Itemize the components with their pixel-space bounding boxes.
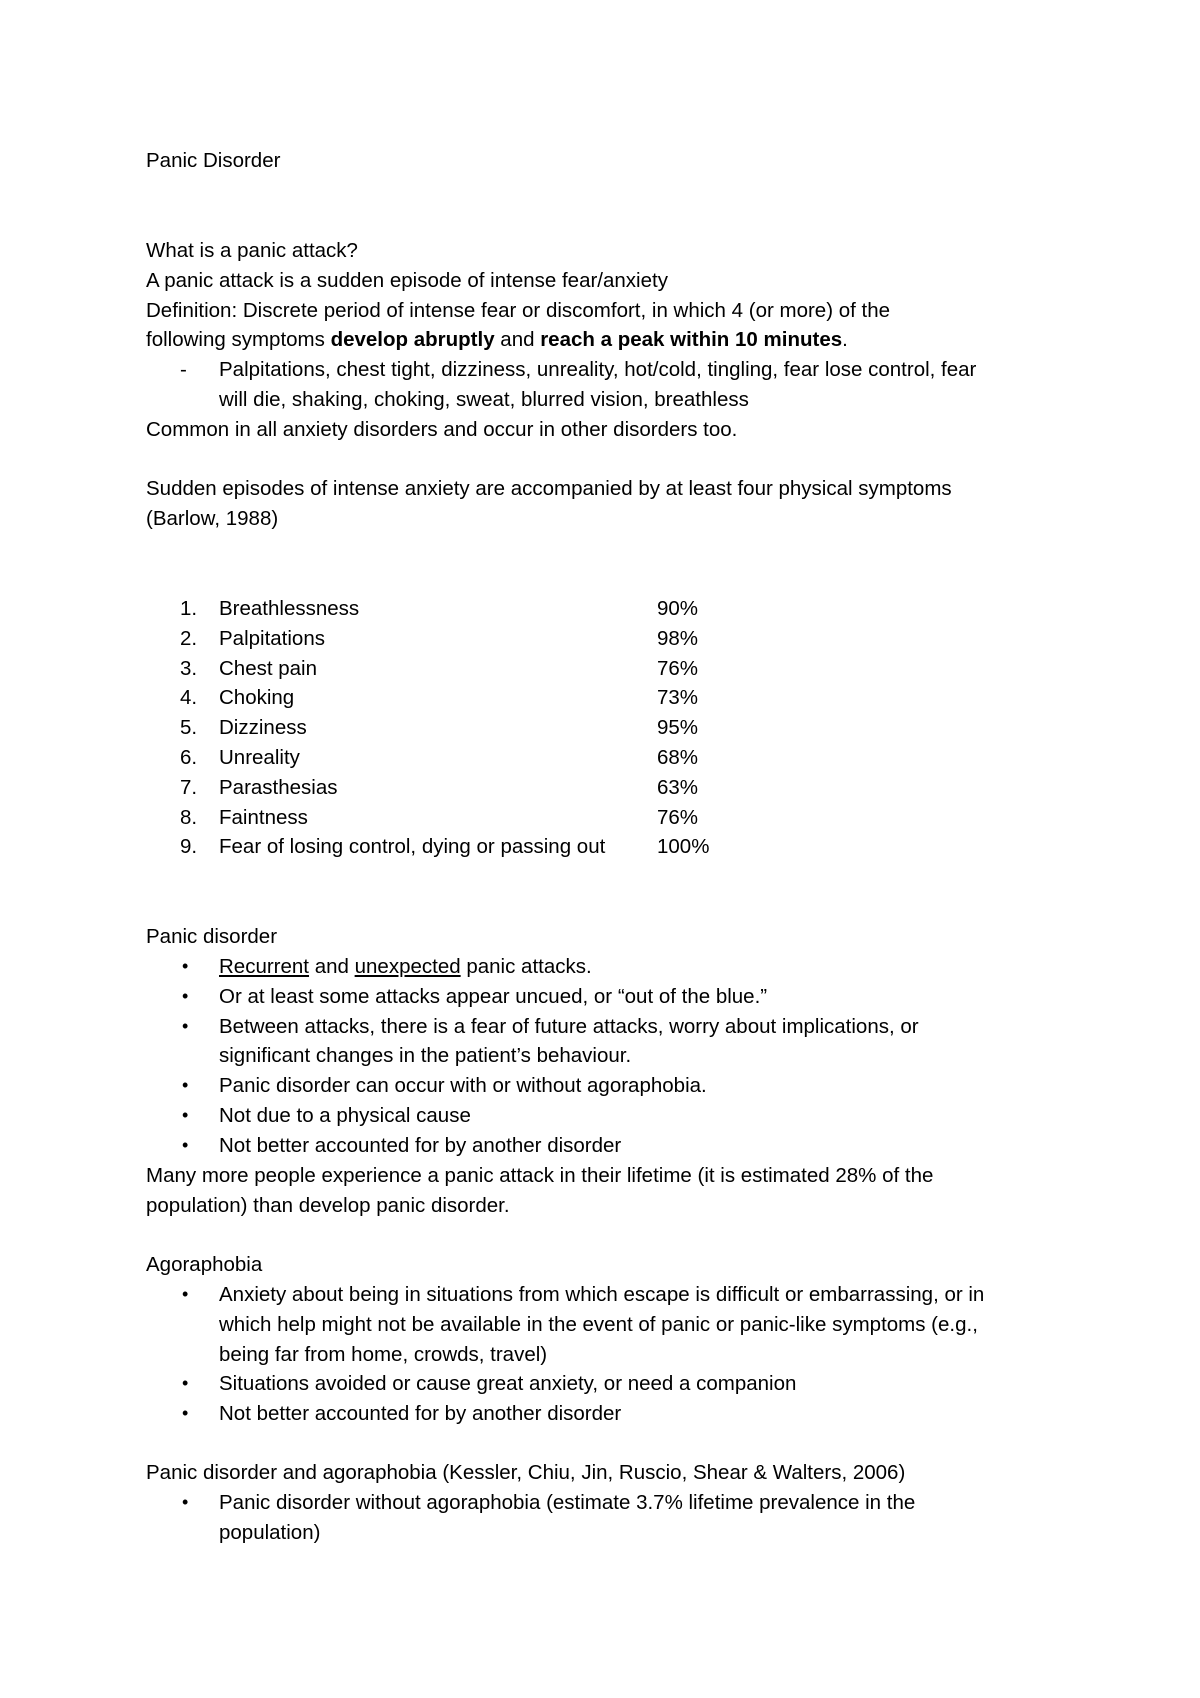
list-item: • Recurrent and unexpected panic attacks. xyxy=(146,952,1106,982)
document-title: Panic Disorder xyxy=(146,149,281,172)
list-item: • Not better accounted for by another disorder xyxy=(146,1131,1106,1161)
list-item: • Or at least some attacks appear uncued, or “out of the blue.” xyxy=(146,982,1106,1012)
dash-line-1: Palpitations, chest tight, dizziness, unreality, hot/cold, tingling, fear lose control, fear xyxy=(219,358,977,382)
dash-list-item xyxy=(146,355,1066,415)
bullet-icon: • xyxy=(182,1134,189,1155)
bullet-icon: • xyxy=(182,1284,189,1304)
intro-section xyxy=(146,236,1066,445)
bullet-icon: • xyxy=(182,1015,189,1036)
list-item: • Not due to a physical cause xyxy=(146,1101,1106,1131)
list-item: • Between attacks, there is a fear of future attacks, worry about implications, or significant changes in the patient’s behaviour. xyxy=(146,1012,1106,1072)
intro-answer: A panic attack is a sudden episode of intense fear/anxiety xyxy=(146,268,668,292)
definition-line-2: following symptoms develop abruptly and reach a peak within 10 minutes. xyxy=(146,328,848,352)
bullet-icon: • xyxy=(182,1104,189,1125)
bullet-icon: • xyxy=(182,1373,189,1394)
intro-question: What is a panic attack? xyxy=(146,239,358,262)
bullet-icon: • xyxy=(182,1403,189,1424)
agoraphobia-heading: Agoraphobia xyxy=(146,1253,263,1276)
pd-agoraphobia-heading: Panic disorder and agoraphobia (Kessler, Chiu, Jin, Ruscio, Shear & Walters, 2006) xyxy=(146,1461,906,1484)
common-note: Common in all anxiety disorders and occur in other disorders too. xyxy=(146,417,738,441)
definition-line-1: Definition: Discrete period of intense fear or discomfort, in which 4 (or more) of the xyxy=(146,298,891,322)
lifetime-prevalence-note: Many more people experience a panic attack in their lifetime (it is estimated 28% of the population) than develop panic disorder. xyxy=(146,1164,934,1217)
bullet-icon: • xyxy=(182,1075,189,1096)
dash-marker: - xyxy=(180,358,187,382)
list-item: • Anxiety about being in situations from which escape is difficult or embarrassing, or in which help might not be available in the event of panic or panic-like symptoms (e.g., being far from home, crowds, travel) xyxy=(146,1280,1106,1369)
bullet-icon: • xyxy=(182,1492,189,1512)
sudden-episodes-paragraph: Sudden episodes of intense anxiety are accompanied by at least four physical symptoms (Barlow, 1988) xyxy=(146,477,952,530)
list-item: • Panic disorder can occur with or without agoraphobia. xyxy=(146,1071,1106,1101)
list-item: • Panic disorder without agoraphobia (estimate 3.7% lifetime prevalence in the population) xyxy=(146,1488,1106,1548)
bullet-icon: • xyxy=(182,985,189,1006)
bullet-icon: • xyxy=(182,956,189,976)
panic-disorder-heading: Panic disorder xyxy=(146,925,278,948)
panic-disorder-bullets xyxy=(146,952,1106,1161)
document-page: Panic Disorder What is a panic attack? A panic attack is a sudden episode of intense fear/anxiety Definition: Discrete period of intense fear or discomfort, in which 4 (or more) of the following symptoms develop abruptly and reach a peak within 10 minutes. - Palpitations, chest tight, dizziness, unreality, hot/cold, tingling, fear lose control, fear will die, shaking, choking, sweat, blurred vision, breathless Common in all anxiety disorders and occur in other disorders too. Sudden episodes of intense anxiety are accompanied by at least four physical symptoms (Barlow, 1988) 1. Breathlessness 90% 2. Palpitations 98% 3. Chest pain 76% 4. Choking 73% 5. Dizziness 95% 6. Unreality 68% 7. Parasthesias 63% 8. Faintness 76% 9. Fear of losing control, dying or passing out 100% Panic disorder • Recurrent and unexpected panic attacks. • Or at least some attacks appear uncued, or “out of the blue.” • Between attacks, there is a fear of future attacks, worry about implications, or significant changes in the patient’s behaviour. • Panic disorder can occur with or without agoraphobia. • Not due to a physical cause • Not better accounted for by another disorder Many more people experience a panic attack in their lifetime (it is estimated 28% of the population) than develop panic disorder. Agoraphobia • Anxiety about being in situations from which escape is difficult or embarrassing, or in which help might not be available in the event of panic or panic-like symptoms (e.g., being far from home, crowds, travel) • Situations avoided or cause great anxiety, or need a companion • Not better accounted for by another disorder Panic disorder and agoraphobia (Kessler, Chiu, Jin, Ruscio, Shear & Walters, 2006) • Panic disorder without agoraphobia (estimate 3.7% lifetime prevalence in the population) xyxy=(0,0,1200,1698)
dash-line-2: will die, shaking, choking, sweat, blurred vision, breathless xyxy=(219,387,749,411)
pd-agoraphobia-bullets xyxy=(146,1488,1106,1548)
agoraphobia-bullets xyxy=(146,1280,1106,1429)
list-item: • Situations avoided or cause great anxiety, or need a companion xyxy=(146,1369,1106,1399)
list-item: • Not better accounted for by another disorder xyxy=(146,1399,1106,1429)
